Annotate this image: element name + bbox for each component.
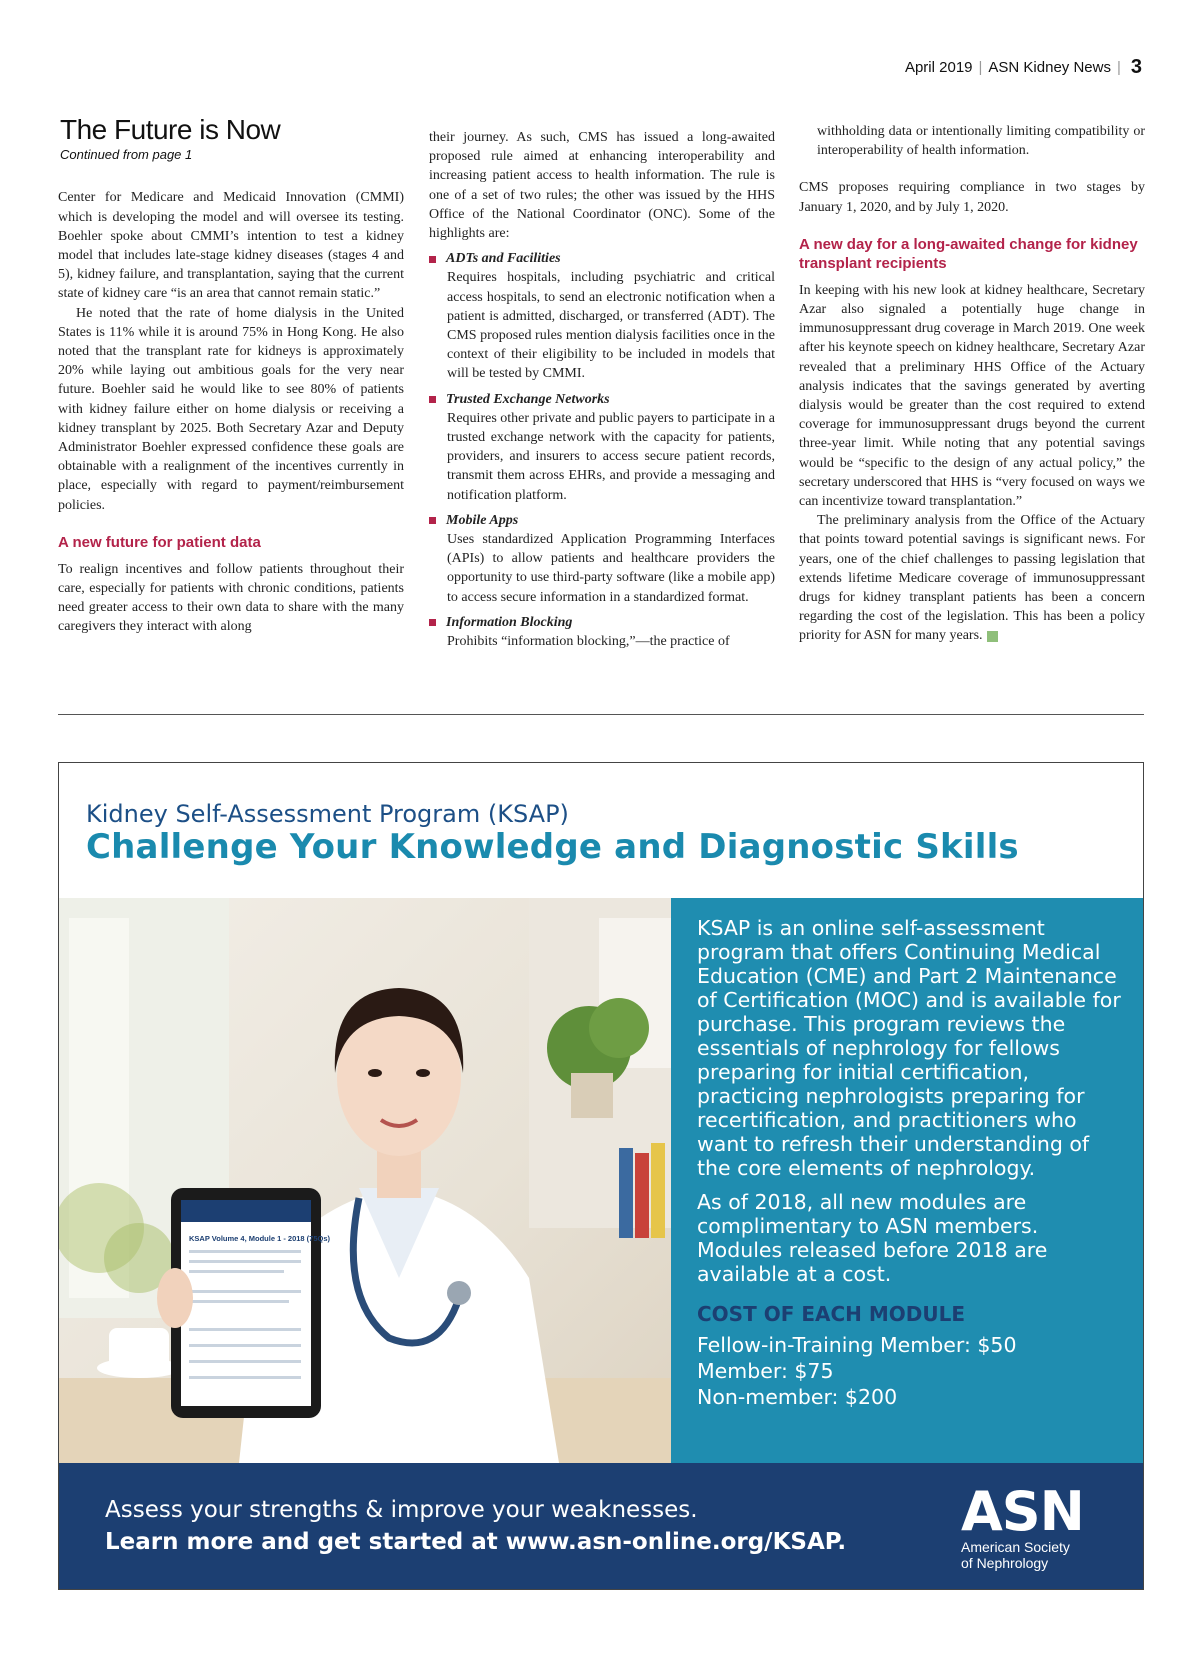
photo-illustration [59, 898, 671, 1463]
continued-note: Continued from page 1 [60, 147, 193, 163]
bullet-item [429, 511, 775, 607]
bullet-text: Uses standardized Application Programming Interfaces (APIs) to allow patients and healthcare providers the opportunity to use third-party software (like a mobile app) to access secure information in a standardized format. [447, 532, 775, 605]
header-separator: | [1116, 59, 1121, 76]
paragraph: He noted that the rate of home dialysis in the United States is 11% while it is around 75% in Hong Kong. He also noted that the transplant rate for kidneys is approximately 20% while laying out ambitious goals for the very near future. Boehler said he would like to see 80% of patients with kidney failure either on home dialysis or receiving a kidney transplant by 2025. Both Secretary Azar and Deputy Administrator Boehler expressed confidence these goals are obtainable with a realignment of the incentives currently in place, especially with regard to payment/reimbursement policies. [58, 305, 404, 513]
article-column-3 [799, 122, 1145, 646]
asn-logo-line: American Society [961, 1539, 1070, 1555]
subheading: A new day for a long-awaited change for kidney transplant recipients [799, 235, 1138, 272]
paragraph: their journey. As such, CMS has issued a long-awaited proposed rule aimed at enhancing interoperability and increasing patient access to health information. The rule is one of a set of two rules; the other was issued by the HHS Office of the National Coordinator (ONC). Some of the highlights are: [429, 130, 775, 242]
cost-line: Fellow-in-Training Member: $50 [697, 1333, 1017, 1357]
module-availability: As of 2018, all new modules are complimentary to ASN members. Modules released before 2018 are available at a cost. [697, 1190, 1048, 1286]
subheading: A new future for patient data [58, 533, 261, 551]
ad-tagline: Assess your strengths & improve your weaknesses. [105, 1497, 698, 1523]
bullet-text: Requires hospitals, including psychiatric and critical access hospitals, to send an electronic notification when a patient is admitted, discharged, or transferred (ADT). The CMS proposed rules mention dialysis facilities once in the context of their eligibility to be included in models that will be tested by CMMI. [447, 270, 775, 382]
paragraph: CMS proposes requiring compliance in two stages by January 1, 2020, and by July 1, 2020. [799, 180, 1145, 215]
panel-body [697, 916, 1127, 1410]
bullet-title: ADTs and Facilities [429, 249, 775, 268]
header-separator: | [978, 59, 983, 76]
ad-call-to-action-link[interactable]: Learn more and get started at www.asn-online.org/KSAP. [105, 1529, 847, 1555]
paragraph-text: The preliminary analysis from the Office of the Actuary that points toward potential savings is significant news. For years, one of the chief challenges to passing legislation that extends lifetime Medicare coverage of immunosuppressant drugs for kidney transplant patients has been a concern regarding the cost of the legislation. This has been a policy priority for ASN for many years. [799, 513, 1145, 644]
article-column-2 [429, 128, 775, 657]
bullet-text: Prohibits “information blocking,”—the practice of [447, 634, 730, 650]
bullet-item [429, 249, 775, 383]
paragraph: Center for Medicare and Medicaid Innovation (CMMI) which is developing the model and will oversee its testing. Boehler spoke about CMMI’s intention to test a kidney model that includes late-stage kidney diseases (stages 4 and 5), kidney failure, and transplantation, saying that the current state of kidney care “is an area that cannot remain static.” [58, 190, 404, 302]
page-header [905, 56, 1142, 79]
article-column-1 [58, 114, 404, 637]
article-title: The Future is Now [60, 114, 281, 145]
asn-logo [961, 1480, 1101, 1571]
ad-supertitle: Kidney Self-Assessment Program (KSAP) [86, 800, 569, 828]
ad-headline: Challenge Your Knowledge and Diagnostic Skills [86, 827, 1019, 867]
bullet-title: Information Blocking [429, 613, 775, 632]
bullet-title: Mobile Apps [429, 511, 775, 530]
end-of-article-mark [987, 631, 998, 642]
ad-footer-band [59, 1463, 1143, 1589]
paragraph: To realign incentives and follow patients throughout their care, especially for patients with chronic conditions, patients need greater access to their own data to share with the many caregivers they interact with along [58, 561, 404, 635]
asn-logo-mark: ASN [961, 1480, 1084, 1543]
paragraph [799, 511, 1145, 645]
cost-line: Non-member: $200 [697, 1385, 898, 1409]
bullet-item [429, 613, 775, 651]
bullet-item [429, 390, 775, 505]
asn-logo-line: of Nephrology [961, 1555, 1049, 1571]
physician-with-tablet-photo [59, 898, 671, 1463]
ksap-description: KSAP is an online self-assessment program that offers Continuing Medical Education (CME) and Part 2 Maintenance of Certification (MOC) and is available for purchase. This program reviews the essentials of nephrology for fellows preparing for initial certification, practicing nephrologists preparing for recertification, and practitioners who want to refresh their understanding of the core elements of nephrology. [697, 916, 1121, 1180]
tablet-screen-title: KSAP Volume 4, Module 1 - 2018 (75Qs) [189, 1234, 331, 1243]
page-number: 3 [1130, 56, 1142, 78]
section-divider [58, 714, 1144, 715]
bullet-title: Trusted Exchange Networks [429, 390, 775, 409]
ksap-info-panel [671, 898, 1143, 1463]
publication-name: ASN Kidney News [988, 59, 1111, 76]
issue-date: April 2019 [904, 59, 973, 76]
cost-heading: COST OF EACH MODULE [697, 1302, 965, 1326]
ksap-advertisement [58, 762, 1144, 1590]
bullet-continuation: withholding data or intentionally limiting compatibility or interoperability of health information. [817, 124, 1145, 159]
paragraph: In keeping with his new look at kidney healthcare, Secretary Azar also signaled a potentially huge change in immunosuppressant drug coverage in March 2019. One week after his keynote speech on kidney healthcare, Secretary Azar revealed that a preliminary HHS Office of the Actuary analysis indicates that the savings generated by averting dialysis would be greater than the cost required to extend coverage for immunosuppressant drugs beyond the current three-year limit. While noting that any potential savings would be “specific to the design of any actual policy,” the secretary underscored that HHS is “very focused on ways we can incentivize toward transplantation.” [799, 282, 1145, 510]
bullet-text: Requires other private and public payers to participate in a trusted exchange network with the capacity for patients, providers, and insurers to access secure patient records, transmit them across EHRs, and provide a messaging and notification platform. [447, 410, 775, 503]
cost-line: Member: $75 [697, 1359, 834, 1383]
